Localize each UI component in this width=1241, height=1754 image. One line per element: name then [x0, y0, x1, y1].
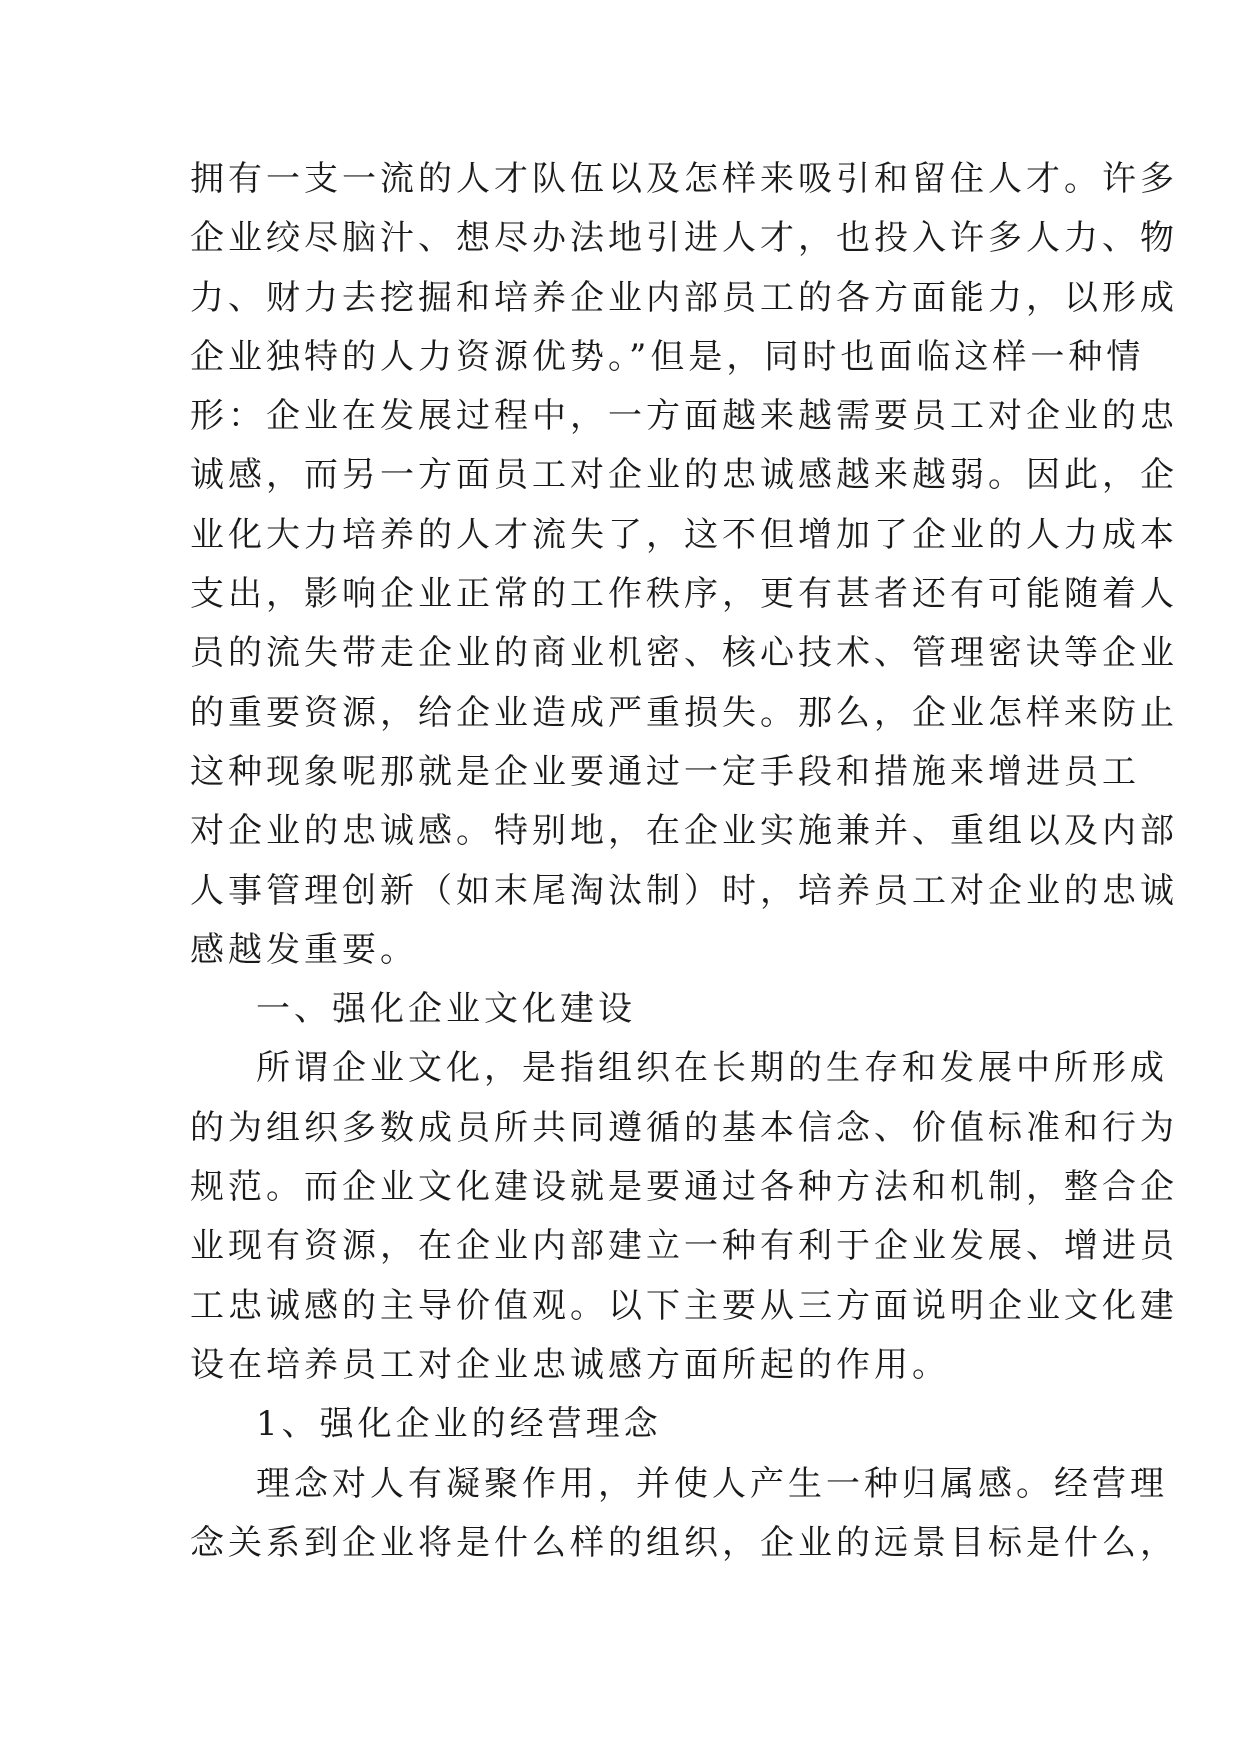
- text-line: 支出，影响企业正常的工作秩序，更有甚者还有可能随着人: [190, 574, 1178, 615]
- text-line: 工忠诚感的主导价值观。以下主要从三方面说明企业文化建: [190, 1285, 1178, 1326]
- text-line: 所谓企业文化，是指组织在长期的生存和发展中所形成: [256, 1048, 1168, 1089]
- text-line: 设在培养员工对企业忠诚感方面所起的作用。: [190, 1344, 950, 1385]
- document-body: [190, 150, 1178, 1573]
- text-line: 业化大力培养的人才流失了，这不但增加了企业的人力成本: [190, 514, 1178, 555]
- text-line: 对企业的忠诚感。特别地，在企业实施兼并、重组以及内部: [190, 811, 1178, 852]
- text-line: 理念对人有凝聚作用，并使人产生一种归属感。经营理: [256, 1463, 1168, 1504]
- text-line: 的为组织多数成员所共同遵循的基本信念、价值标准和行为: [190, 1107, 1178, 1148]
- text-line: 企业独特的人力资源优势。”但是，同时也面临这样一种情: [190, 336, 1145, 377]
- text-line: 形：企业在发展过程中，一方面越来越需要员工对企业的忠: [190, 396, 1178, 437]
- text-line: 人事管理创新（如末尾淘汰制）时，培养员工对企业的忠诚: [190, 870, 1178, 911]
- section-heading: 一、强化企业文化建设: [256, 989, 636, 1030]
- text-line: 员的流失带走企业的商业机密、核心技术、管理密诀等企业: [190, 633, 1178, 674]
- text-line: 感越发重要。: [190, 929, 418, 970]
- text-line: 拥有一支一流的人才队伍以及怎样来吸引和留住人才。许多: [190, 159, 1178, 199]
- text-line: 诚感，而另一方面员工对企业的忠诚感越来越弱。因此，企: [190, 455, 1178, 496]
- subsection-heading: 1、强化企业的经营理念: [256, 1404, 662, 1445]
- text-line: 企业绞尽脑汁、想尽办法地引进人才，也投入许多人力、物: [190, 218, 1178, 259]
- text-line: 这种现象呢那就是企业要通过一定手段和措施来增进员工: [190, 751, 1140, 792]
- text-line: 念关系到企业将是什么样的组织，企业的远景目标是什么，: [190, 1522, 1178, 1563]
- text-line: 力、财力去挖掘和培养企业内部员工的各方面能力，以形成: [190, 277, 1178, 318]
- text-line: 规范。而企业文化建设就是要通过各种方法和机制，整合企: [190, 1167, 1178, 1208]
- text-line: 业现有资源，在企业内部建立一种有利于企业发展、增进员: [190, 1226, 1178, 1267]
- text-line: 的重要资源，给企业造成严重损失。那么，企业怎样来防止: [190, 692, 1178, 733]
